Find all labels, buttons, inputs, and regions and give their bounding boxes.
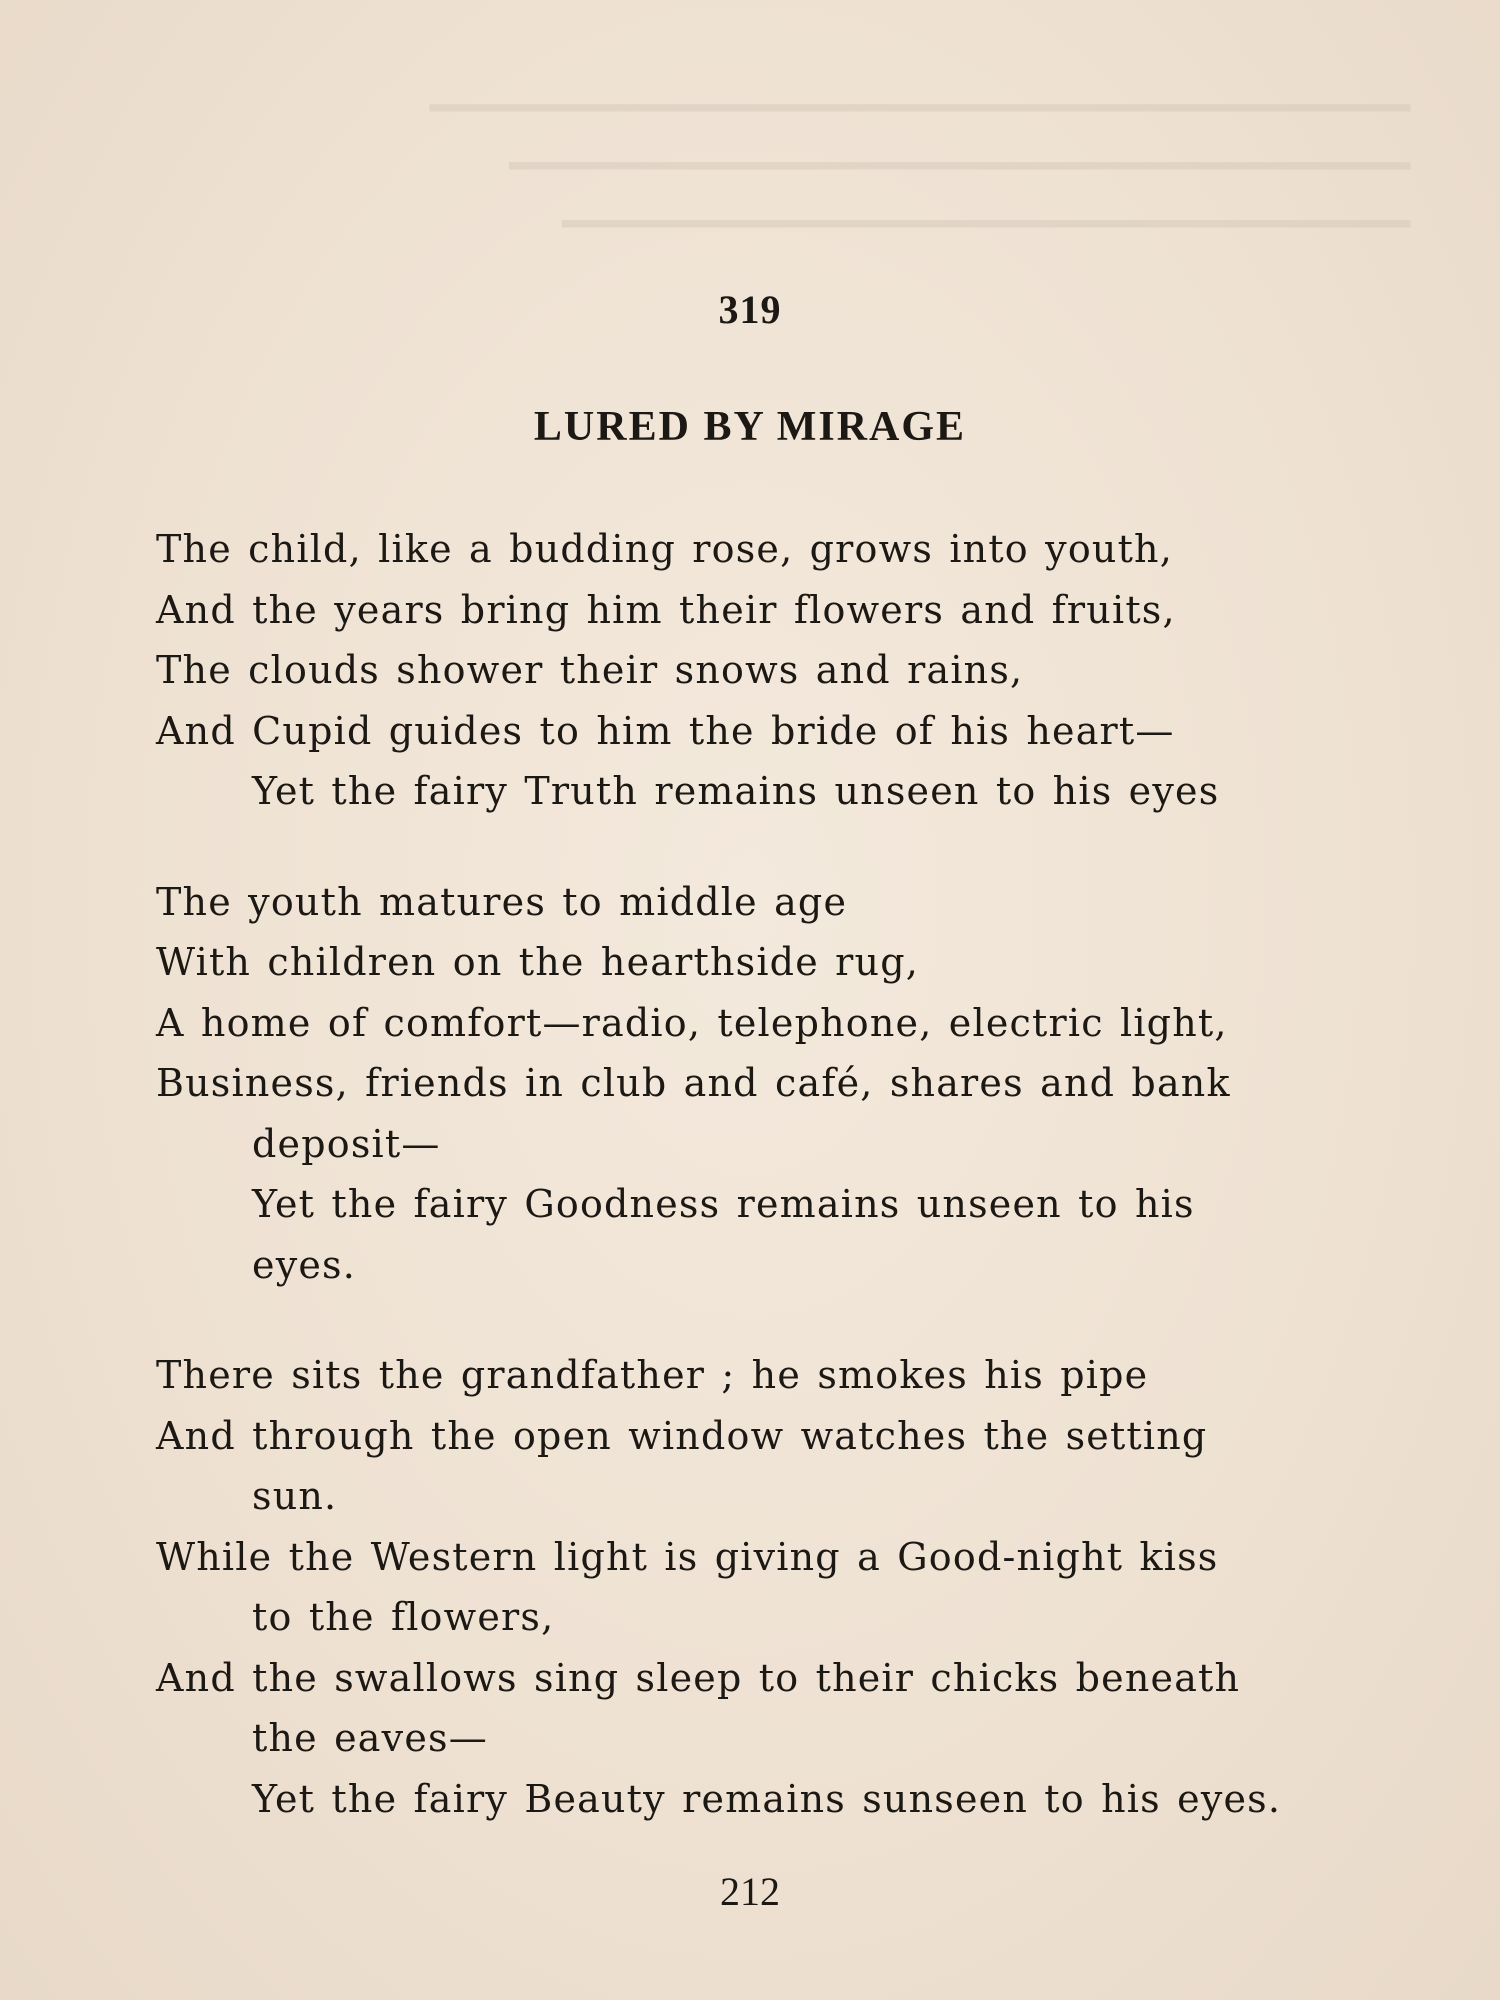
poem-line: And through the open window watches the setting (156, 1413, 1208, 1458)
poem-body (156, 519, 1376, 1879)
poem-line: The child, like a budding rose, grows into youth, (156, 527, 1174, 571)
poem-line-continuation: the eaves— (252, 1716, 488, 1760)
poem-line: There sits the grandfather ; he smokes his pipe (156, 1353, 1149, 1397)
poem-title: LURED BY MIRAGE (533, 404, 967, 450)
poem-line: And Cupid guides to him the bride of his heart— (156, 708, 1175, 753)
poem-line: The clouds shower their snows and rains, (156, 648, 1024, 692)
poem-line: Business, friends in club and café, shares and bank (156, 1061, 1231, 1105)
poem-line-continuation: to the flowers, (252, 1595, 555, 1639)
poem-line: While the Western light is giving a Good-night kiss (156, 1534, 1219, 1579)
poem-line-continuation: sun. (252, 1474, 338, 1518)
poem-refrain: Yet the fairy Truth remains unseen to his eyes (252, 769, 1220, 813)
page-number: 212 (720, 1869, 780, 1914)
poem-refrain: Yet the fairy Goodness remains unseen to his (252, 1182, 1195, 1226)
poem-line-continuation: deposit— (252, 1121, 441, 1166)
poem-line: A home of comfort—radio, telephone, electric light, (156, 1000, 1228, 1045)
poem-line: With children on the hearthside rug, (156, 940, 920, 984)
stanza-2 (156, 872, 1376, 1296)
bleed-through-texture: ━━━━━━━━━━━━━━━━━━━━━━━━━━━━━━━━━━━━━ ━━━━━━━━━━━━━━━━━━━━━━━━━━━━━━━━━━ ━━━━━━━━━━━━━━━━━━━━━━━━━━━━━━━━ (429, 83, 1410, 250)
poem-line: And the swallows sing sleep to their chicks beneath (156, 1655, 1241, 1700)
stanza-1 (156, 519, 1376, 822)
poem-line: And the years bring him their flowers and fruits, (156, 587, 1176, 632)
stanza-3 (156, 1345, 1376, 1829)
poem-line-continuation: eyes. (252, 1242, 357, 1287)
poem-line: The youth matures to middle age (156, 879, 848, 924)
poem-number: 319 (718, 287, 782, 332)
poem-refrain: Yet the fairy Beauty remains sunseen to his eyes. (252, 1776, 1282, 1821)
